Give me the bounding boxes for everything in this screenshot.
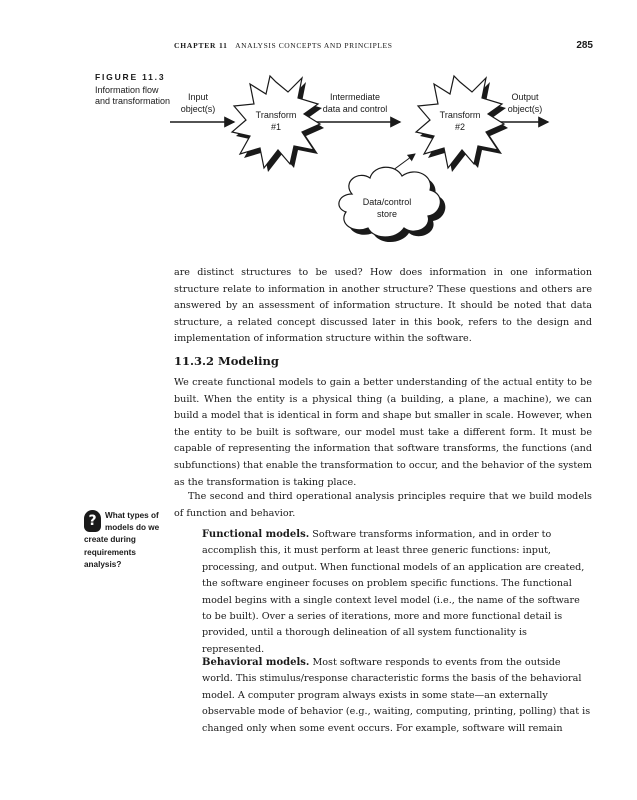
chapter-title: ANALYSIS CONCEPTS AND PRINCIPLES: [235, 41, 393, 50]
figure-label: [95, 72, 175, 107]
chapter-label: CHAPTER 11: [174, 41, 228, 50]
margin-question-text: What types of models do we create during requirements analysis?: [84, 511, 160, 569]
behavioral-models-paragraph: [202, 655, 592, 737]
paragraph-information-structure: are distinct structures to be used? How does information in one information structure relate to information in another structure? These questions and others are answered by an assessment of information structure. It should be noted that data structure, a related concept discussed later in this book, refers to the design and implementation of information structure within the software.: [174, 267, 592, 345]
page-header: [0, 41, 637, 55]
running-head: [174, 41, 393, 50]
store-label-line2: store: [376, 209, 398, 219]
transform-1-label-line1: Transform: [255, 110, 297, 120]
paragraph-functional-models-intro: We create functional models to gain a better understanding of the actual entity to be built. When the entity is a physical thing (a building, a plane, a machine), we can build a model that is identical in form and shape but smaller in scale. However, when the entity to be built is software, our model must take a different form. It must be capable of representing the information that software transforms, the functions (and subfunctions) that enable the transformation to occur, and the behavior of the system as the transformation is taking place.: [174, 377, 592, 488]
page-number: 285: [576, 40, 593, 51]
behavioral-models-text: Most software responds to events from the outside world. This stimulus/response characteristic forms the basis of the behavioral model. A computer program always exists in some state—an externally observable mode of behavior (e.g., waiting, computing, printing, polling) that is changed only when some event occurs. For example, software will remain: [202, 657, 591, 734]
input-label-line1: Input: [187, 92, 209, 102]
store-label-line1: Data/control: [362, 197, 412, 207]
functional-models-lead: Functional models.: [202, 529, 310, 540]
question-mark-icon: ?: [84, 510, 101, 532]
behavioral-models-lead: Behavioral models.: [202, 657, 310, 668]
output-label-line2: object(s): [507, 104, 543, 114]
functional-models-paragraph: [202, 527, 592, 658]
flow-diagram: [170, 62, 590, 252]
transform-2-label-line1: Transform: [439, 110, 481, 120]
input-label-line2: object(s): [180, 104, 216, 114]
functional-models-text: Software transforms information, and in order to accomplish this, it must perform at least three generic functions: input, processing, and output. When functional models of an application are created, the software engineer focuses on problem specific functions. The functional model begins with a single context level model (i.e., the name of the software to be built). Over a series of iterations, more and more functional detail is provided, until a thorough delineation of all system functionality is represented.: [202, 529, 585, 655]
intermediate-label-line2: data and control: [322, 104, 388, 114]
section-heading: 11.3.2 Modeling: [174, 354, 279, 368]
figure-caption: Information flow and transformation: [95, 85, 171, 106]
margin-question-note: [84, 510, 164, 571]
transform-1-label-line2: #1: [270, 122, 282, 132]
intermediate-label-line1: Intermediate: [329, 92, 381, 102]
figure-number: FIGURE 11.3: [95, 72, 166, 82]
output-label-line1: Output: [511, 92, 539, 102]
transform-2-label-line2: #2: [454, 122, 466, 132]
paragraph-principles: The second and third operational analysis principles require that we build models of function and behavior.: [174, 491, 592, 519]
